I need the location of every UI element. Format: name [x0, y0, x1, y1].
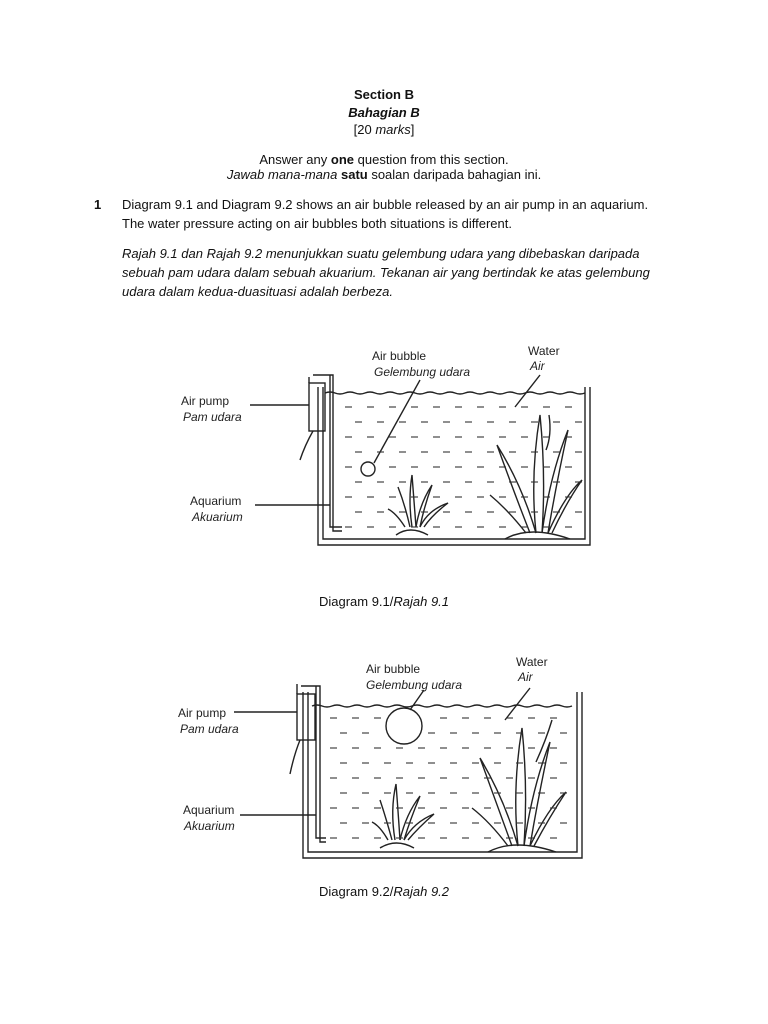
aquarium-tank — [303, 692, 582, 858]
aquarium-label-ms: Akuarium — [192, 510, 243, 524]
large-plant — [472, 720, 566, 852]
air-pump-label: Air pump — [181, 394, 230, 408]
water-surface — [325, 392, 585, 394]
air-bubble-label: Air bubble — [372, 349, 427, 363]
marks-label — [0, 122, 768, 137]
caption-9-2 — [0, 884, 768, 899]
water-label: Water — [528, 344, 560, 358]
air-bubble-label: Air bubble — [366, 662, 421, 676]
air-pump-label: Air pump — [178, 706, 227, 720]
question-text-ms: Rajah 9.1 dan Rajah 9.2 menunjukkan suatu gelembung udara yang dibebaskan daripada sebuah pam udara dalam sebuah akuarium. Tekanan air yang bertindak ke atas gelembung udara dalam kedua-duasituasi adalah berbeza. — [122, 246, 650, 299]
instr-ms-bold: satu — [340, 167, 368, 182]
caption-9-1-en: Diagram 9.1/ — [318, 594, 394, 609]
air-bubble — [386, 708, 422, 744]
air-bubble-label-ms: Gelembung udara — [374, 365, 471, 379]
air-pump-label-ms: Pam udara — [180, 722, 239, 736]
water-label-ms: Air — [530, 359, 545, 373]
air-pump — [297, 694, 315, 740]
section-title-ms: Bahagian B — [348, 105, 420, 120]
air-pump-label-ms: Pam udara — [183, 410, 242, 424]
marks-open: [20 — [353, 122, 376, 137]
caption-9-2-en: Diagram 9.2/ — [318, 884, 394, 899]
air-bubble — [361, 462, 375, 476]
instruction-ms — [0, 167, 768, 182]
instr-ms-pre: Jawab mana-mana — [226, 167, 341, 182]
instr-en-bold: one — [330, 152, 355, 167]
air-bubble-label-ms: Gelembung udara — [366, 678, 463, 692]
marks-close: ] — [410, 122, 415, 137]
instr-ms-post: soalan daripada bahagian ini. — [367, 167, 542, 182]
caption-9-1-ms: Rajah 9.1 — [393, 594, 450, 609]
instr-en-post: question from this section. — [354, 152, 509, 167]
water-label-ms: Air — [518, 670, 533, 684]
diagram-9-2 — [0, 650, 768, 880]
caption-9-2-ms: Rajah 9.2 — [393, 884, 450, 899]
question-text-en: Diagram 9.1 and Diagram 9.2 shows an air bubble released by an air pump in an aquarium. The water pressure acting on air bubbles both situations is different. — [122, 197, 649, 231]
instr-en-pre: Answer any — [259, 152, 331, 167]
water-surface — [312, 705, 572, 707]
small-plant — [388, 475, 448, 535]
aquarium-tank — [318, 387, 590, 545]
question-number: 1 — [94, 197, 102, 212]
large-plant — [490, 415, 582, 539]
section-title: Section B — [354, 87, 414, 102]
caption-9-1 — [0, 594, 768, 609]
water-label: Water — [516, 655, 548, 669]
marks-word: marks — [375, 122, 411, 137]
aquarium-label-ms: Akuarium — [184, 819, 235, 833]
aquarium-label: Aquarium — [190, 494, 242, 508]
aquarium-label: Aquarium — [183, 803, 235, 817]
diagram-9-1 — [0, 335, 768, 565]
instruction-en — [0, 152, 768, 167]
